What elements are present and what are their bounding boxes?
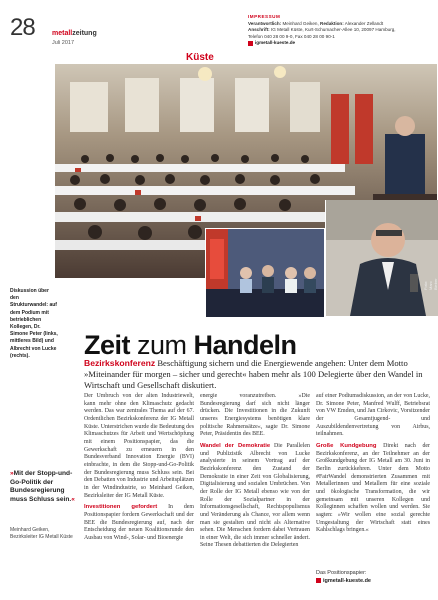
- impressum-value-editor: Alexander Zellandt: [344, 20, 384, 26]
- article-column-2: [200, 393, 310, 554]
- lede-text: Beschäftigung sichern und die Energiewende angehen: Unter dem Motto »Miteinander für morgen – sicher und gerecht« haben mehr als 100 Delegierte über den Wandel in Wirtschaft und Gesellschaft diskutiert.: [84, 358, 423, 390]
- col1-paragraph-2: [84, 504, 194, 542]
- col2-paragraph-1: energie voranzutreiben. »Die Bundesregierung darf sich nicht länger drücken. Die Investitionen in die Zukunft unseres Energiesystems benötigen klare politische Rahmensätze«, sagte Dr. Simone Peter, Präsidentin des BEE.: [200, 393, 310, 438]
- position-paper-link[interactable]: igmetall-kueste.de: [323, 577, 371, 584]
- photo-credit: Foto: Marc Bieber: [423, 278, 438, 290]
- col2-paragraph-2-text: Die Parallelen und Publizistik Albrecht von Lucke analysierte in seinem Vortrag auf der Bezirkskonferenz den Zustand der Demokratie in einer Zeit von Globalisierung, Digitalisierung und sozialen Umbrüchen. Von der Rolle der IG Metall ebenso wie von der Rolle der Sozialpartner in der Informationsgesellschaft, Rechtspopulismus und Veränderung als Chance, vor allem wenn man sie gestalten und nicht als Alternative sehen. Die Menschen fordern dabei Vertrauen in einer Welt, die sich immer schneller ändert. Seine Thesen debattierten die Delegierten: [200, 442, 310, 549]
- col1-paragraph-2-text: In dem Positionspapier fordern Gewerkschaft und der BEE die Bundesregierung auf, nach der Entscheidung der neuen Koalitionsrunde den Ausbau von Wind-, Solar- und Bioenergie: [84, 504, 194, 541]
- article-column-1: [84, 393, 194, 546]
- impressum-label-editor: Redaktion:: [320, 20, 344, 26]
- speaker-illustration: [326, 200, 438, 316]
- impressum-heading: IMPRESSUM: [248, 14, 281, 19]
- page-number: 28: [10, 14, 35, 41]
- pull-quote-author: Meinhard Geiken, Bezirksleiter IG Metall Küste: [10, 527, 73, 540]
- brand-suffix: zeitung: [72, 30, 97, 37]
- quote-mark-icon: »: [10, 470, 14, 477]
- impressum-label-responsible: Verantwortlich:: [248, 20, 282, 26]
- position-paper-link-row[interactable]: [316, 578, 371, 586]
- headline-word-1: Zeit: [84, 330, 131, 360]
- impressum-label-address: Anschrift:: [248, 27, 270, 33]
- position-paper-reference: [316, 570, 371, 585]
- link-arrow-icon: [316, 578, 321, 583]
- col3-paragraph-1: auf einer Podiumsdiskussion, an der von Lucke, Dr. Simone Peter, Manfred Wulff, Betriebsrat von VW Emden, und Jan Cirkovic, Vorsitzender der Gesamtjugend- und Auszubildendenvertretung von Airbus, teilnahmen.: [316, 393, 430, 438]
- col3-subheading: Große Kundgebung: [316, 442, 377, 449]
- headline-word-3: Handeln: [193, 330, 297, 360]
- pull-quote-text: Mit der Stopp-und-Go-Politik der Bundesregierung muss Schluss sein.: [10, 470, 73, 503]
- headline-word-2: zum: [130, 330, 194, 360]
- impressum-website-link[interactable]: igmetall-kueste.de: [255, 40, 296, 46]
- impressum-value-address: IG Metall Küste, Kurt-Schumacher-Allee 10, 20097 Hamburg,: [270, 27, 396, 33]
- col2-subheading: Wandel der Demokratie: [200, 442, 271, 449]
- impressum-line3: Telefon 040 28 00 9-0, Fax 040 28 00 90-1: [248, 33, 335, 39]
- article-column-3: [316, 393, 430, 539]
- col2-paragraph-2: [200, 443, 310, 550]
- publication-brand: [52, 30, 97, 37]
- col3-paragraph-2-text: Direkt nach der Bezirkskonferenz, an der Teilnehmer an der Großkundgebung der IG Metall am 30. Juni in Berlin zurückkehren. Unter dem Motto #FairWandel demonstrierten Zusammen mit Metallerinnen und Metallern für eine soziale und ökologische Transformation, die wir gemeinsam mit unseren Kollegen und Kolleginnen schaffen wollen und werden. Sie sagten: »Wir wollen eine sozial gerechte Umgestaltung der Wirtschaft statt eines Kahlschlags bringen.«: [316, 442, 430, 534]
- photo-caption: Diskussion über den Strukturwandel: auf dem Podium mit betrieblichen Kollegen, Dr. Simone Peter (links, mittleres Bild) und Albrecht von Lucke (rechts).: [10, 288, 58, 359]
- impressum-value-responsible: Meinhard Geiken,: [282, 20, 319, 26]
- col3-paragraph-2: [316, 443, 430, 535]
- col1-paragraph-1: Der Umbruch von der alten Industriewelt, kann mehr ohne den Klimaschutz gedacht werden. Das war zentrales Thema auf der 67. Ordentlichen Bezirkskonferenz der IG Metall Küste. Unterstrichen wurde die Bedeutung des Klimaschutzes für Arbeit und Wertschöpfung mit einem Positionspapier, das die Gewerkschaft zu erneuern in den Bundesverband Innovation Energie (BVI) einbrachte, in dem die Stopp-und-Go-Politik der Bundesregierung muss Schluss sein. Bei den Debatten von Industrie und Arbeitsplätzen in der Windindustrie, so Meinhard Geiken, Bezirksleiter der IG Metall Küste.: [84, 393, 194, 499]
- impressum: [248, 14, 433, 47]
- col1-subheading: Investitionen gefordert: [84, 504, 158, 511]
- brand-prefix: metall: [52, 30, 73, 37]
- position-paper-label: Das Positionspapier:: [316, 570, 367, 576]
- impressum-website[interactable]: [248, 40, 433, 47]
- link-arrow-icon: [248, 41, 253, 46]
- region-label: Küste: [186, 52, 214, 63]
- podium-illustration: [206, 229, 324, 317]
- issue-date: Juli 2017: [52, 40, 75, 46]
- article-kicker: Bezirkskonferenz: [84, 358, 156, 368]
- pull-quote: [10, 470, 76, 504]
- podium-discussion-photo: [205, 228, 325, 318]
- quote-mark-close-icon: «: [71, 495, 75, 503]
- article-lede: [84, 358, 429, 391]
- impressum-line1: [248, 21, 433, 28]
- article-headline: [84, 330, 297, 361]
- impressum-line2: [248, 27, 433, 34]
- speaker-photo: [325, 200, 438, 316]
